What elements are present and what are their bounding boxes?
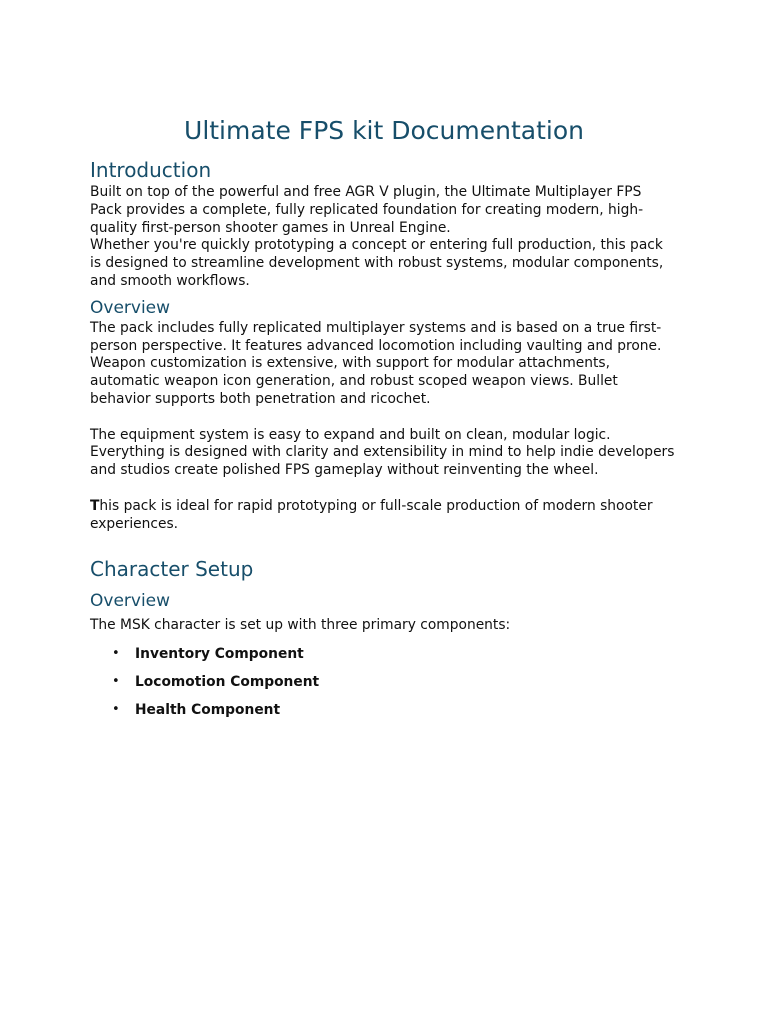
introduction-heading: Introduction xyxy=(90,158,212,182)
components-list xyxy=(90,645,686,729)
overview-paragraph-1 xyxy=(90,320,686,409)
text-line-rest: his pack is ideal for rapid prototyping or full-scale production of modern shooter xyxy=(99,497,653,514)
overview-heading: Overview xyxy=(90,297,171,318)
text-line: automatic weapon icon generation, and robust scoped weapon views. Bullet xyxy=(90,373,618,390)
introduction-paragraph-2 xyxy=(90,237,686,290)
overview-paragraph-2 xyxy=(90,427,686,480)
text-line: and smooth workflows. xyxy=(90,272,250,289)
text-line: Weapon customization is extensive, with support for modular attachments, xyxy=(90,355,610,372)
text-line: is designed to streamline development with robust systems, modular components, xyxy=(90,255,664,272)
text-line: person perspective. It features advanced locomotion including vaulting and prone. xyxy=(90,337,662,354)
character-overview-heading: Overview xyxy=(90,591,171,612)
text-line: and studios create polished FPS gameplay without reinventing the wheel. xyxy=(90,462,599,479)
paragraph-gap xyxy=(90,409,686,427)
document-page xyxy=(90,112,686,729)
bullet-icon: • xyxy=(112,674,120,690)
text-line: Pack provides a complete, fully replicated foundation for creating modern, high- xyxy=(90,201,644,218)
text-line: The pack includes fully replicated multiplayer systems and is based on a true first- xyxy=(90,319,662,336)
text-line: behavior supports both penetration and ricochet. xyxy=(90,390,431,407)
bullet-icon: • xyxy=(112,702,120,718)
text-line: Built on top of the powerful and free AGR V plugin, the Ultimate Multiplayer FPS xyxy=(90,184,642,200)
component-name: Locomotion Component xyxy=(135,674,320,691)
overview-paragraph-3 xyxy=(90,498,686,534)
character-intro-text: The MSK character is set up with three primary components: xyxy=(90,617,511,634)
character-setup-heading: Character Setup xyxy=(90,557,254,582)
text-line: quality first-person shooter games in Unreal Engine. xyxy=(90,219,451,236)
document-title: Ultimate FPS kit Documentation xyxy=(184,116,584,145)
text-line: Whether you're quickly prototyping a concept or entering full production, this pack xyxy=(90,237,663,254)
list-item xyxy=(90,645,686,673)
bold-initial-letter: T xyxy=(90,497,100,514)
text-line: experiences. xyxy=(90,515,179,532)
list-item xyxy=(90,673,686,701)
bullet-icon: • xyxy=(112,646,120,662)
introduction-paragraph-1 xyxy=(90,184,686,237)
component-name: Health Component xyxy=(135,702,281,719)
paragraph-gap xyxy=(90,480,686,498)
text-line: The equipment system is easy to expand and built on clean, modular logic. xyxy=(90,426,611,443)
component-name: Inventory Component xyxy=(135,646,304,663)
text-line: Everything is designed with clarity and extensibility in mind to help indie developers xyxy=(90,444,675,461)
text-line xyxy=(90,498,686,516)
list-item xyxy=(90,701,686,729)
